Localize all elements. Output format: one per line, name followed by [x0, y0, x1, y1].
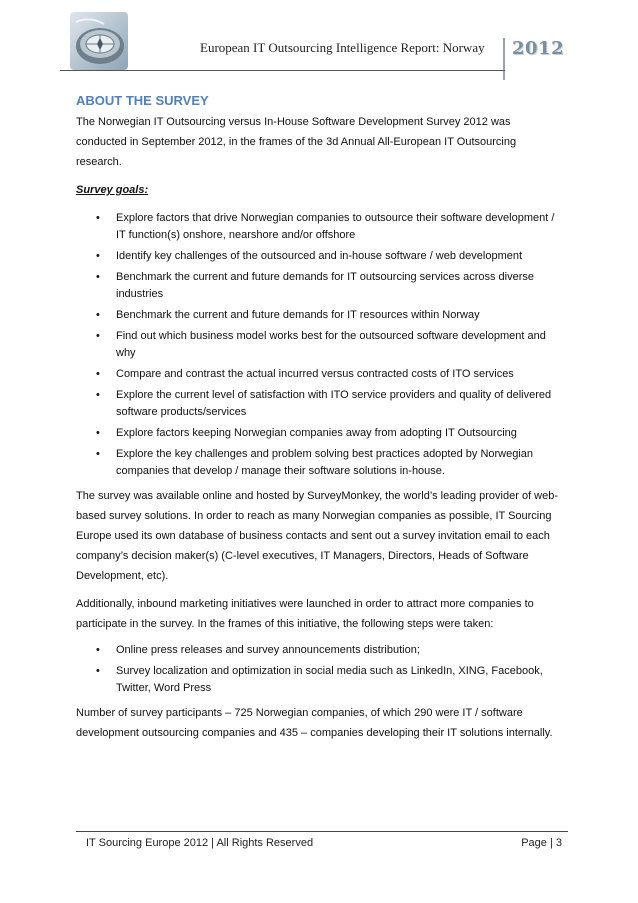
list-item: [76, 425, 564, 442]
list-item: [76, 328, 564, 362]
list-item-text: Compare and contrast the actual incurred versus contracted costs of ITO services: [116, 368, 514, 380]
section-heading: ABOUT THE SURVEY: [76, 93, 209, 108]
header-title: European IT Outsourcing Intelligence Report: Norway: [200, 40, 485, 55]
bullet-dot-icon: •: [96, 448, 100, 460]
goals-title: Survey goals:: [76, 184, 149, 196]
bullet-dot-icon: •: [96, 212, 100, 224]
header-rule: [60, 70, 505, 71]
goals-list: [76, 210, 564, 480]
list-item-text: Online press releases and survey announcements distribution;: [116, 644, 420, 656]
bullet-dot-icon: •: [96, 427, 100, 439]
list-item: [76, 446, 564, 480]
list-item: [76, 210, 564, 244]
header-divider: [503, 38, 505, 80]
list-item: [76, 663, 564, 697]
bullet-dot-icon: •: [96, 368, 100, 380]
list-item-text: Explore factors that drive Norwegian companies to outsource their software development / IT function(s) onshore, nearshore and/or offshore: [116, 212, 555, 241]
main-content: [76, 92, 564, 751]
page-header: [60, 8, 570, 80]
bullet-dot-icon: •: [96, 309, 100, 321]
list-item-text: Identify key challenges of the outsourced and in-house software / web development: [116, 250, 523, 262]
intro-paragraph: The Norwegian IT Outsourcing versus In-House Software Development Survey 2012 was conducted in September 2012, in the frames of the 3d Annual All-European IT Outsourcing research.: [76, 116, 517, 168]
list-item: [76, 307, 564, 324]
list-item-text: Survey localization and optimization in social media such as LinkedIn, XING, Facebook, Twitter, Word Press: [116, 665, 543, 694]
marketing-paragraph: Additionally, inbound marketing initiatives were launched in order to attract more companies to participate in the survey. In the frames of this initiative, the following steps were taken:: [76, 598, 534, 630]
list-item-text: Benchmark the current and future demands for IT resources within Norway: [116, 309, 480, 321]
list-item-text: Benchmark the current and future demands for IT outsourcing services across diverse industries: [116, 271, 534, 300]
list-item: [76, 269, 564, 303]
list-item-text: Explore factors keeping Norwegian companies away from adopting IT Outsourcing: [116, 427, 517, 439]
participants-paragraph: Number of survey participants – 725 Norwegian companies, of which 290 were IT / software development outsourcing companies and 435 – companies developing their IT solutions internally.: [76, 707, 553, 739]
list-item-text: Explore the current level of satisfaction with ITO service providers and quality of delivered software products/services: [116, 389, 552, 418]
list-item-text: Explore the key challenges and problem solving best practices adopted by Norwegian companies that develop / manage their software solutions in-house.: [116, 448, 534, 477]
globe-compass-logo: [70, 12, 128, 70]
header-year: 2012: [512, 38, 565, 59]
bullet-dot-icon: •: [96, 250, 100, 262]
bullet-dot-icon: •: [96, 271, 100, 283]
bullet-dot-icon: •: [96, 330, 100, 342]
bullet-dot-icon: •: [96, 665, 100, 677]
list-item-text: Find out which business model works best for the outsourced software development and why: [116, 330, 546, 359]
footer-rule: [76, 831, 568, 832]
list-item: [76, 366, 564, 383]
list-item: [76, 387, 564, 421]
bullet-dot-icon: •: [96, 389, 100, 401]
bullet-dot-icon: •: [96, 644, 100, 656]
footer-copyright: IT Sourcing Europe 2012 | All Rights Reserved: [86, 837, 314, 849]
page-number: Page | 3: [521, 837, 562, 849]
list-item: [76, 248, 564, 265]
list-item: [76, 642, 564, 659]
steps-list: [76, 642, 564, 697]
online-paragraph: The survey was available online and hosted by SurveyMonkey, the world’s leading provider of web-based survey solutions. In order to reach as many Norwegian companies as possible, IT Sourcing Europe used its own database of business contacts and sent out a survey invitation email to each company’s decision maker(s) (C-level executives, IT Managers, Directors, Heads of Software Development, etc).: [76, 490, 559, 582]
